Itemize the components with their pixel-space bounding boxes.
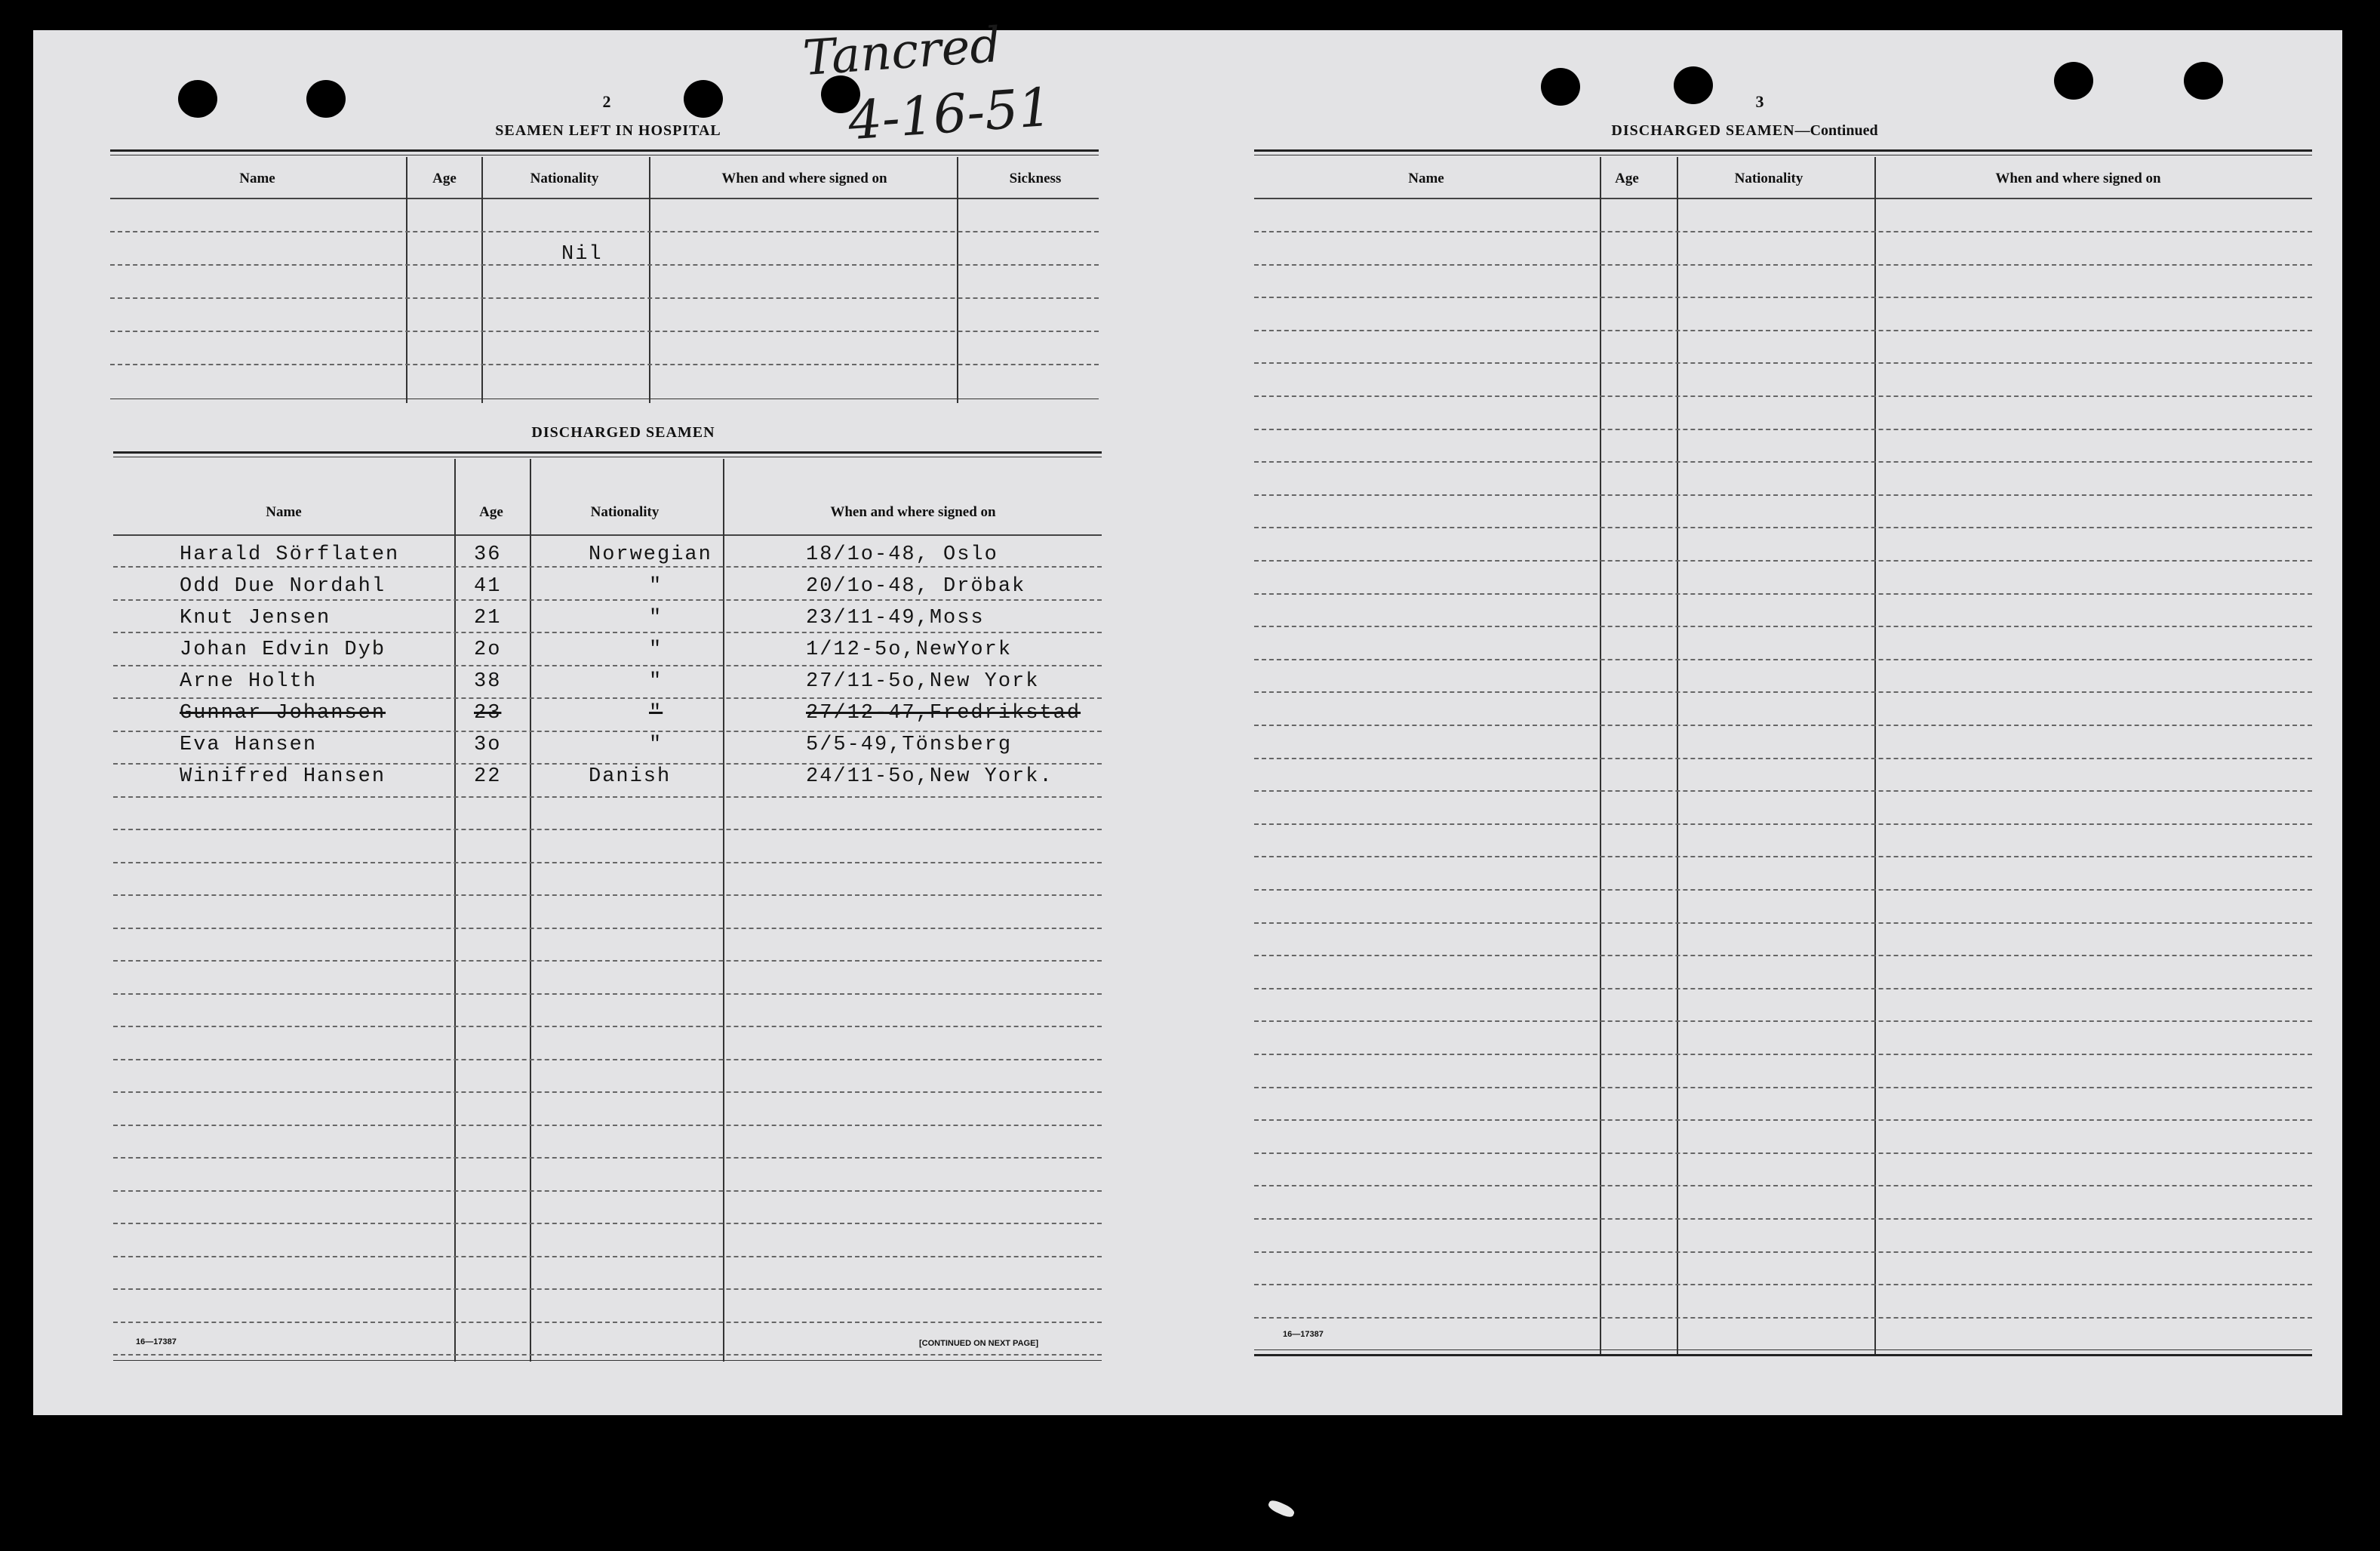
page-number-left: 2 <box>602 92 611 111</box>
row-rule <box>113 862 1102 863</box>
discharged-section-title: DISCHARGED SEAMEN <box>531 424 715 441</box>
hospital-nil-entry: Nil <box>561 243 603 266</box>
col-header-age: Age <box>1615 171 1639 186</box>
seaman-signed-on: 5/5-49,Tönsberg <box>806 734 1013 756</box>
row-rule <box>1254 856 2312 857</box>
row-rule <box>1254 758 2312 759</box>
row-rule <box>113 960 1102 962</box>
col-header-nationality: Nationality <box>530 171 599 186</box>
title-main: DISCHARGED SEAMEN <box>1611 122 1795 139</box>
document-sheet <box>33 17 2342 1415</box>
col-header-name: Name <box>266 504 302 520</box>
col-header-name: Name <box>1408 171 1444 186</box>
form-number-right: 16—17387 <box>1283 1330 1324 1339</box>
row-rule <box>1254 1185 2312 1186</box>
seaman-name: Gunnar Johansen <box>180 702 386 725</box>
row-rule <box>113 1125 1102 1126</box>
row-rule <box>113 632 1102 633</box>
col-header-name: Name <box>239 171 275 186</box>
row-rule <box>113 1059 1102 1060</box>
seaman-age: 22 <box>474 765 502 788</box>
col-header-signed-on: When and where signed on <box>830 504 996 520</box>
seaman-signed-on: 20/1o-48, Dröbak <box>806 575 1026 598</box>
seaman-name: Winifred Hansen <box>180 765 386 788</box>
row-rule <box>1254 1317 2312 1319</box>
seaman-signed-on: 24/11-5o,New York. <box>806 765 1053 788</box>
row-rule <box>1254 1284 2312 1285</box>
row-rule <box>1254 1054 2312 1055</box>
row-rule <box>1254 691 2312 693</box>
row-rule <box>113 1256 1102 1257</box>
seaman-nationality: Norwegian <box>589 543 712 566</box>
hospital-section-title: SEAMEN LEFT IN HOSPITAL <box>495 122 721 139</box>
row-rule <box>1254 1119 2312 1121</box>
row-rule <box>113 829 1102 830</box>
row-rule <box>1254 889 2312 891</box>
row-rule <box>113 1026 1102 1027</box>
seaman-name: Johan Edvin Dyb <box>180 639 386 661</box>
seaman-nationality: " <box>649 607 663 629</box>
row-rule <box>1254 297 2312 298</box>
row-rule <box>1254 461 2312 463</box>
row-rule <box>1254 264 2312 266</box>
seaman-name: Knut Jensen <box>180 607 331 629</box>
row-rule <box>1254 988 2312 989</box>
col-header-sickness: Sickness <box>1009 171 1062 186</box>
seaman-age: 21 <box>474 607 502 629</box>
row-rule <box>1254 429 2312 430</box>
seaman-age: 36 <box>474 543 502 566</box>
row-rule <box>113 1157 1102 1159</box>
row-rule <box>1254 560 2312 562</box>
seaman-nationality: Danish <box>589 765 672 788</box>
continued-note: [CONTINUED ON NEXT PAGE] <box>919 1339 1039 1348</box>
row-rule <box>1254 231 2312 232</box>
seaman-signed-on: 23/11-49,Moss <box>806 607 985 629</box>
seaman-age: 41 <box>474 575 502 598</box>
row-rule <box>1254 1152 2312 1154</box>
row-rule <box>1254 725 2312 726</box>
row-rule <box>113 1354 1102 1356</box>
seaman-name: Odd Due Nordahl <box>180 575 386 598</box>
seaman-signed-on: 18/1o-48, Oslo <box>806 543 998 566</box>
row-rule <box>1254 659 2312 660</box>
row-rule <box>1254 823 2312 825</box>
row-rule <box>113 763 1102 765</box>
row-rule <box>1254 395 2312 397</box>
row-rule <box>1254 955 2312 956</box>
row-rule <box>113 1288 1102 1290</box>
seaman-age: 2o <box>474 639 502 661</box>
seaman-age: 23 <box>474 702 502 725</box>
col-header-age: Age <box>432 171 457 186</box>
page-number-right: 3 <box>1755 92 1764 111</box>
row-rule <box>113 566 1102 568</box>
row-rule <box>113 1190 1102 1192</box>
punch-hole <box>2054 62 2093 100</box>
row-rule <box>113 599 1102 601</box>
seaman-signed-on: 27/12-47,Fredrikstad <box>806 702 1081 725</box>
row-rule <box>113 731 1102 732</box>
row-rule <box>113 1322 1102 1323</box>
row-rule <box>1254 1087 2312 1088</box>
punch-hole <box>1674 66 1713 104</box>
seaman-signed-on: 1/12-5o,NewYork <box>806 639 1013 661</box>
punch-hole <box>306 80 346 118</box>
discharged-table <box>113 451 1102 1362</box>
punch-hole <box>1541 68 1580 106</box>
discharged-continued-table <box>1254 149 2312 1357</box>
col-header-nationality: Nationality <box>1734 171 1803 186</box>
row-rule <box>113 697 1102 699</box>
row-rule <box>113 665 1102 666</box>
row-rule <box>1254 1251 2312 1253</box>
seaman-signed-on: 27/11-5o,New York <box>806 670 1040 693</box>
seaman-nationality: " <box>649 639 663 661</box>
punch-hole <box>684 80 723 118</box>
row-rule <box>113 1091 1102 1093</box>
row-rule <box>113 1223 1102 1224</box>
row-rule <box>1254 330 2312 331</box>
handwritten-ship-name: Tancred <box>801 17 1003 88</box>
handwritten-date: 4-16-51 <box>846 75 1054 152</box>
punch-hole <box>2184 62 2223 100</box>
row-rule <box>1254 494 2312 496</box>
seaman-nationality: " <box>649 702 663 725</box>
row-rule <box>1254 922 2312 924</box>
seaman-age: 38 <box>474 670 502 693</box>
row-rule <box>1254 362 2312 364</box>
seaman-name: Eva Hansen <box>180 734 318 756</box>
col-header-signed-on: When and where signed on <box>1995 171 2161 186</box>
row-rule <box>113 796 1102 798</box>
seaman-age: 3o <box>474 734 502 756</box>
row-rule <box>113 993 1102 995</box>
hospital-table <box>110 149 1099 406</box>
col-header-signed-on: When and where signed on <box>721 171 887 186</box>
row-rule <box>113 894 1102 896</box>
col-header-nationality: Nationality <box>590 504 660 520</box>
row-rule <box>1254 1020 2312 1022</box>
discharged-continued-title <box>1611 122 1877 140</box>
row-rule <box>1254 626 2312 627</box>
title-suffix: —Continued <box>1794 122 1878 139</box>
col-header-age: Age <box>479 504 503 520</box>
row-rule <box>1254 790 2312 792</box>
row-rule <box>113 928 1102 929</box>
stray-mark <box>1267 1498 1296 1519</box>
seaman-name: Harald Sörflaten <box>180 543 400 566</box>
row-rule <box>1254 1218 2312 1220</box>
seaman-nationality: " <box>649 575 663 598</box>
row-rule <box>1254 593 2312 595</box>
seaman-name: Arne Holth <box>180 670 318 693</box>
punch-hole <box>178 80 217 118</box>
form-number-left: 16—17387 <box>136 1337 177 1346</box>
row-rule <box>1254 527 2312 528</box>
seaman-nationality: " <box>649 734 663 756</box>
seaman-nationality: " <box>649 670 663 693</box>
